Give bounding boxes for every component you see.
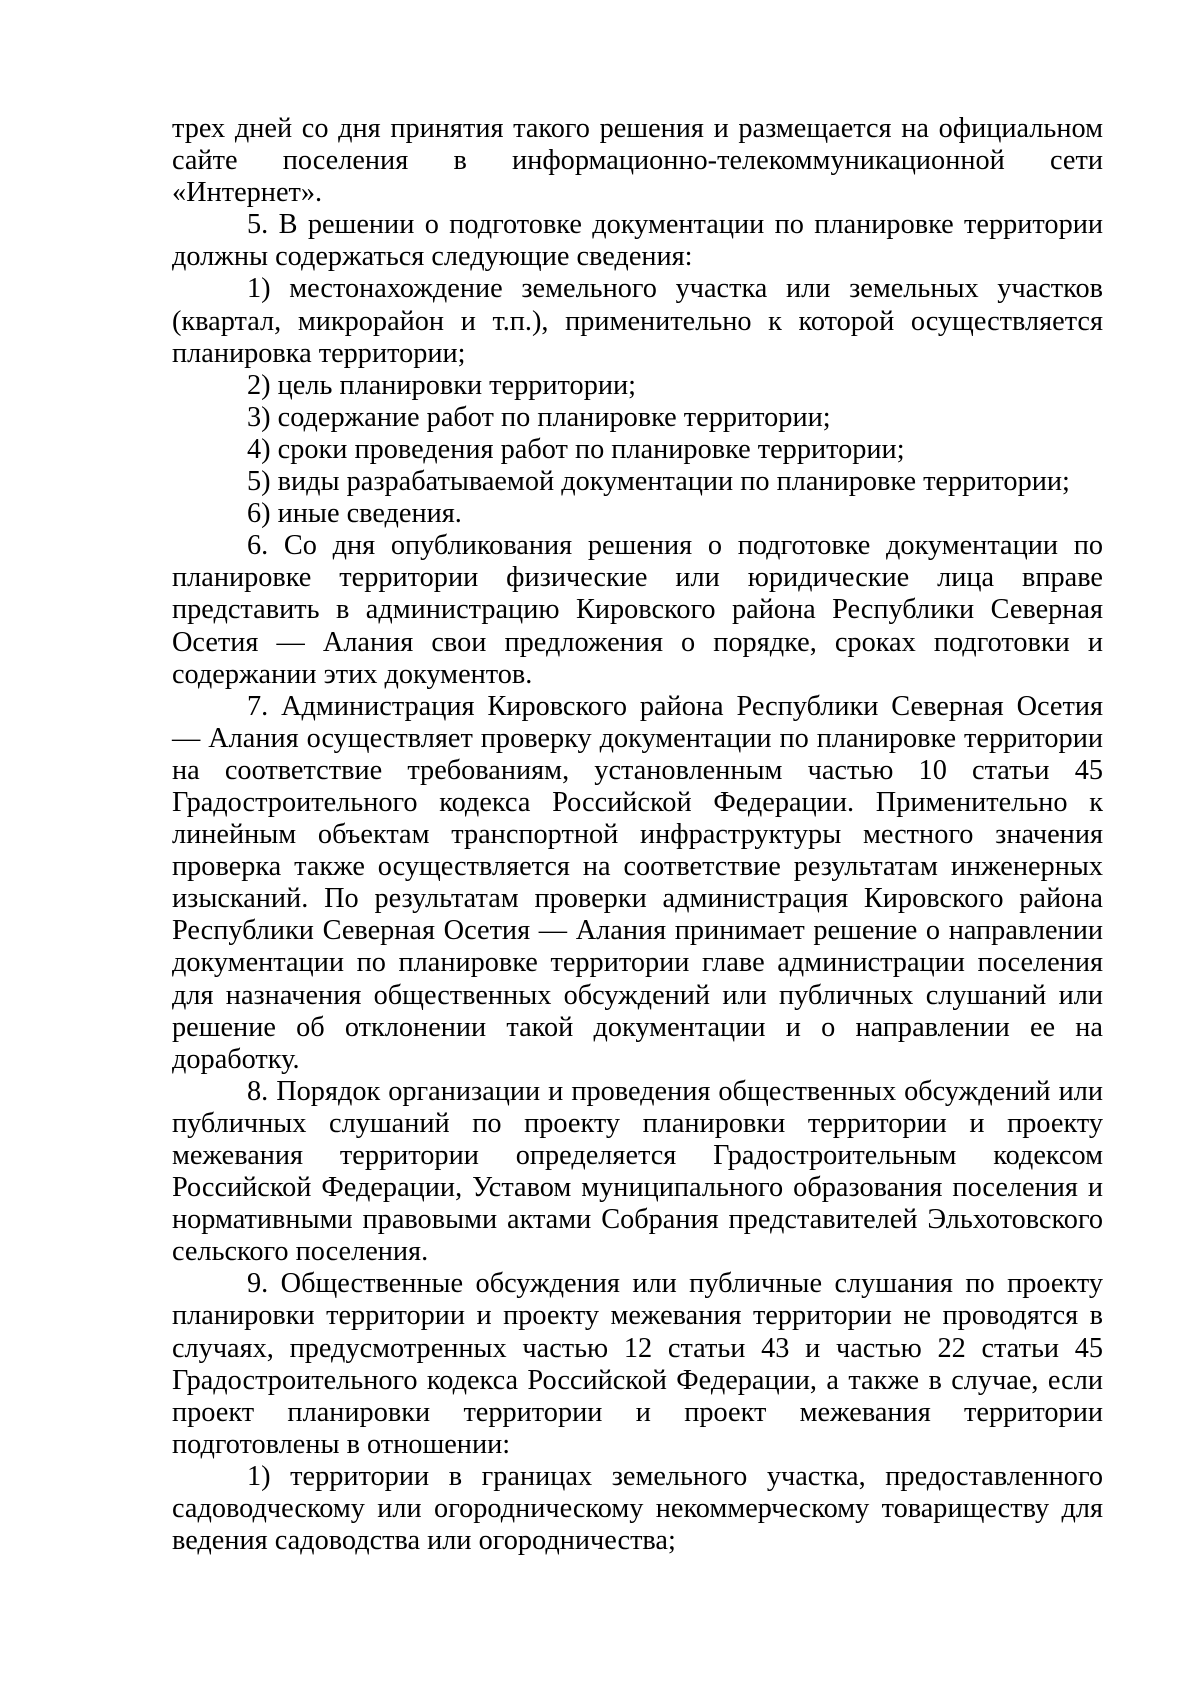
paragraph-2: 5. В решении о подготовке документации по планировке территории должны содержаться следующие сведения: (172, 209, 1103, 273)
paragraph-7: 5) виды разрабатываемой документации по планировке территории; (247, 466, 1070, 498)
paragraph-12: 9. Общественные обсуждения или публичные слушания по проекту планировки территории и проекту межевания территории не проводятся в случаях, предусмотренных частью 12 статьи 43 и частью 22 статьи 45 Градостроительного кодекса Российской Федерации, а также в случае, если проект планировки территории и проект межевания территории подготовлены в отношении: (172, 1268, 1103, 1460)
paragraph-10: 7. Администрация Кировского района Республики Северная Осетия — Алания осуществляет проверку документации по планировке территории на соответствие требованиям, установленным частью 10 статьи 45 Градостроительного кодекса Российской Федерации. Применительно к линейным объектам транспортной инфраструктуры местного значения проверка также осуществляется на соответствие результатам инженерных изысканий. По результатам проверки администрация Кировского района Республики Северная Осетия — Алания принимает решение о направлении документации по планировке территории главе администрации поселения для назначения общественных обсуждений или публичных слушаний или решение об отклонении такой документации и о направлении ее на доработку. (172, 690, 1103, 1075)
paragraph-11: 8. Порядок организации и проведения общественных обсуждений или публичных слушаний по проекту планировки территории и проекту межевания территории определяется Градостроительным кодексом Российской Федерации, Уставом муниципального образования поселения и нормативными правовыми актами Собрания представителей Эльхотовского сельского поселения. (172, 1075, 1103, 1268)
document-body (172, 113, 1103, 1557)
paragraph-5: 3) содержание работ по планировке территории; (247, 401, 831, 433)
paragraph-13: 1) территории в границах земельного участка, предоставленного садоводческому или огородническому некоммерческому товариществу для ведения садоводства или огородничества; (172, 1460, 1103, 1557)
paragraph-4: 2) цель планировки территории; (247, 369, 636, 401)
paragraph-8: 6) иные сведения. (247, 498, 462, 530)
paragraph-6: 4) сроки проведения работ по планировке территории; (247, 433, 905, 465)
paragraph-9: 6. Со дня опубликования решения о подготовке документации по планировке территории физические или юридические лица вправе представить в администрацию Кировского района Республики Северная Осетия — Алания свои предложения о порядке, сроках подготовки и содержании этих документов. (172, 530, 1103, 690)
paragraph-1: трех дней со дня принятия такого решения и размещается на официальном сайте поселения в информационно-телекоммуникационной сети «Интернет». (172, 113, 1103, 209)
paragraph-3: 1) местонахождение земельного участка или земельных участков (квартал, микрорайон и т.п.), применительно к которой осуществляется планировка территории; (172, 273, 1103, 369)
